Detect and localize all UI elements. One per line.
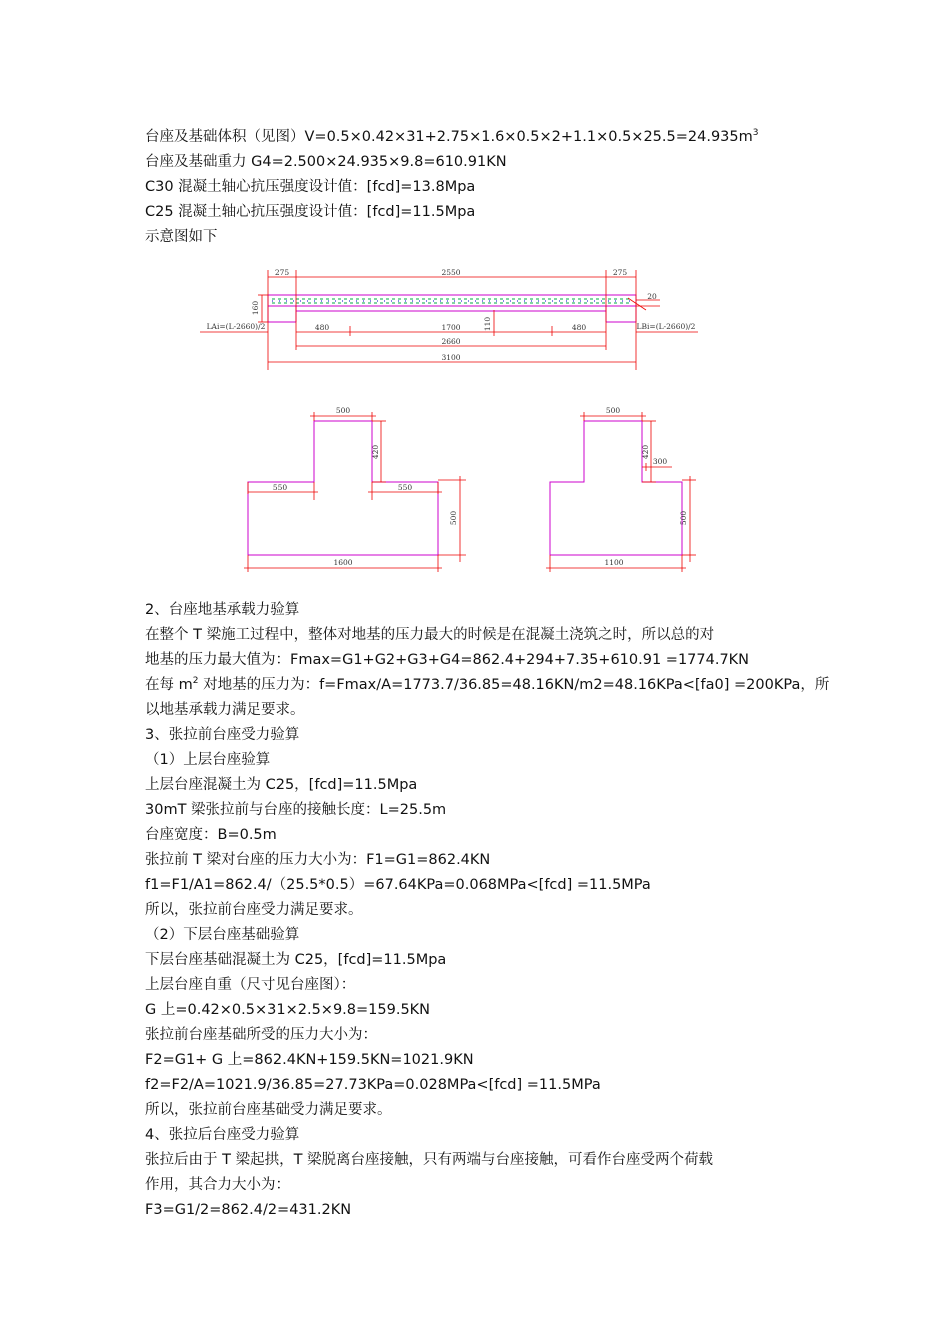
fig3-dim-500-top: 500 — [605, 406, 621, 415]
fig3-dim-1100: 1100 — [604, 558, 624, 567]
f2-pressure-line: f2=F2/A=1021.9/36.85=27.73KPa=0.028MPa<[fcd] =11.5MPa — [145, 1077, 601, 1093]
body-line: 以地基承载力满足要求。 — [145, 702, 305, 718]
pedestal-longitudinal-diagram — [200, 262, 700, 374]
subsection-1-heading: （1）上层台座验算 — [145, 752, 271, 768]
fig2-dim-550-right: 550 — [397, 483, 413, 492]
body-line: 下层台座基础混凝土为 C25，[fcd]=11.5Mpa — [145, 952, 447, 968]
g-upper-formula-line: G 上=0.42×0.5×31×2.5×9.8=159.5KN — [145, 1002, 431, 1018]
volume-formula-text: 台座及基础体积（见图）V=0.5×0.42×31+2.75×1.6×0.5×2+1.1×0.5×25.5=24.935m — [145, 129, 753, 145]
dim-160: 160 — [251, 300, 260, 316]
fig2-dim-1600: 1600 — [333, 558, 353, 567]
body-line: 作用，其合力大小为： — [145, 1177, 290, 1193]
cubic-superscript: 3 — [752, 128, 759, 138]
section-4-heading: 4、张拉后台座受力验算 — [145, 1127, 300, 1143]
pedestal-t-section-diagram — [240, 404, 470, 576]
label-lai: LAi=(L-2660)/2 — [206, 322, 266, 331]
dim-275-left: 275 — [274, 268, 290, 277]
dim-480-right: 480 — [571, 323, 587, 332]
subsection-2-heading: （2）下层台座基础验算 — [145, 927, 300, 943]
dim-3100: 3100 — [441, 353, 461, 362]
body-line: 30mT 梁张拉前与台座的接触长度：L=25.5m — [145, 802, 447, 818]
label-lbi: LBi=(L-2660)/2 — [636, 322, 696, 331]
body-line: 所以，张拉前台座受力满足要求。 — [145, 902, 363, 918]
dim-275-right: 275 — [612, 268, 628, 277]
fig3-dim-500-side: 500 — [679, 510, 688, 526]
f1-formula-line: f1=F1/A1=862.4/（25.5*0.5）=67.64KPa=0.068MPa<[fcd] =11.5MPa — [145, 877, 651, 893]
fig2-dim-550-left: 550 — [272, 483, 288, 492]
volume-formula-line — [145, 127, 759, 147]
dim-480-left: 480 — [314, 323, 330, 332]
body-line: 所以，张拉前台座基础受力满足要求。 — [145, 1102, 392, 1118]
fig2-dim-500-side: 500 — [449, 510, 458, 526]
c30-strength-line: C30 混凝土轴心抗压强度设计值：[fcd]=13.8Mpa — [145, 179, 476, 195]
square-superscript: 2 — [192, 676, 199, 686]
pressure-per-m2-line: 在每 $m^2$ 对地基的压力为：f=Fmax/A=1773.7/36.85=48.16KN/m2=48.16KPa<[fa0] =200KPa，所 — [145, 676, 830, 693]
diagram-intro-line: 示意图如下 — [145, 229, 218, 245]
fig3-dim-420: 420 — [641, 444, 650, 460]
body-line: 上层台座自重（尺寸见台座图）： — [145, 977, 356, 993]
body-line: 台座宽度：B=0.5m — [145, 827, 277, 843]
fig3-dim-300: 300 — [652, 457, 668, 466]
fmax-formula-line: 地基的压力最大值为：Fmax=G1+G2+G3+G4=862.4+294+7.35+610.91 =1774.7KN — [145, 652, 750, 668]
body-line: 张拉前台座基础所受的压力大小为： — [145, 1027, 377, 1043]
dim-20: 20 — [647, 292, 657, 301]
fig2-dim-500-top: 500 — [335, 406, 351, 415]
dim-2660: 2660 — [441, 337, 461, 346]
dim-110: 110 — [483, 316, 492, 332]
dim-2550: 2550 — [441, 268, 461, 277]
pedestal-l-section-diagram — [540, 404, 700, 576]
f3-formula-line: F3=G1/2=862.4/2=431.2KN — [145, 1202, 352, 1218]
section-2-heading: 2、台座地基承载力验算 — [145, 602, 300, 618]
f2-formula-line: F2=G1+ G 上=862.4KN+159.5KN=1021.9KN — [145, 1052, 474, 1068]
gravity-formula-line: 台座及基础重力 G4=2.500×24.935×9.8=610.91KN — [145, 154, 507, 170]
section-3-heading: 3、张拉前台座受力验算 — [145, 727, 300, 743]
dim-1700: 1700 — [441, 323, 461, 332]
fig2-dim-420: 420 — [371, 444, 380, 460]
body-line: 上层台座混凝土为 C25，[fcd]=11.5Mpa — [145, 777, 418, 793]
body-line: 张拉前 T 梁对台座的压力大小为：F1=G1=862.4KN — [145, 852, 491, 868]
body-line: 在整个 T 梁施工过程中，整体对地基的压力最大的时候是在混凝土浇筑之时，所以总的对 — [145, 627, 715, 643]
body-line: 张拉后由于 T 梁起拱，T 梁脱离台座接触，只有两端与台座接触，可看作台座受两个荷载 — [145, 1152, 714, 1168]
c25-strength-line: C25 混凝土轴心抗压强度设计值：[fcd]=11.5Mpa — [145, 204, 476, 220]
